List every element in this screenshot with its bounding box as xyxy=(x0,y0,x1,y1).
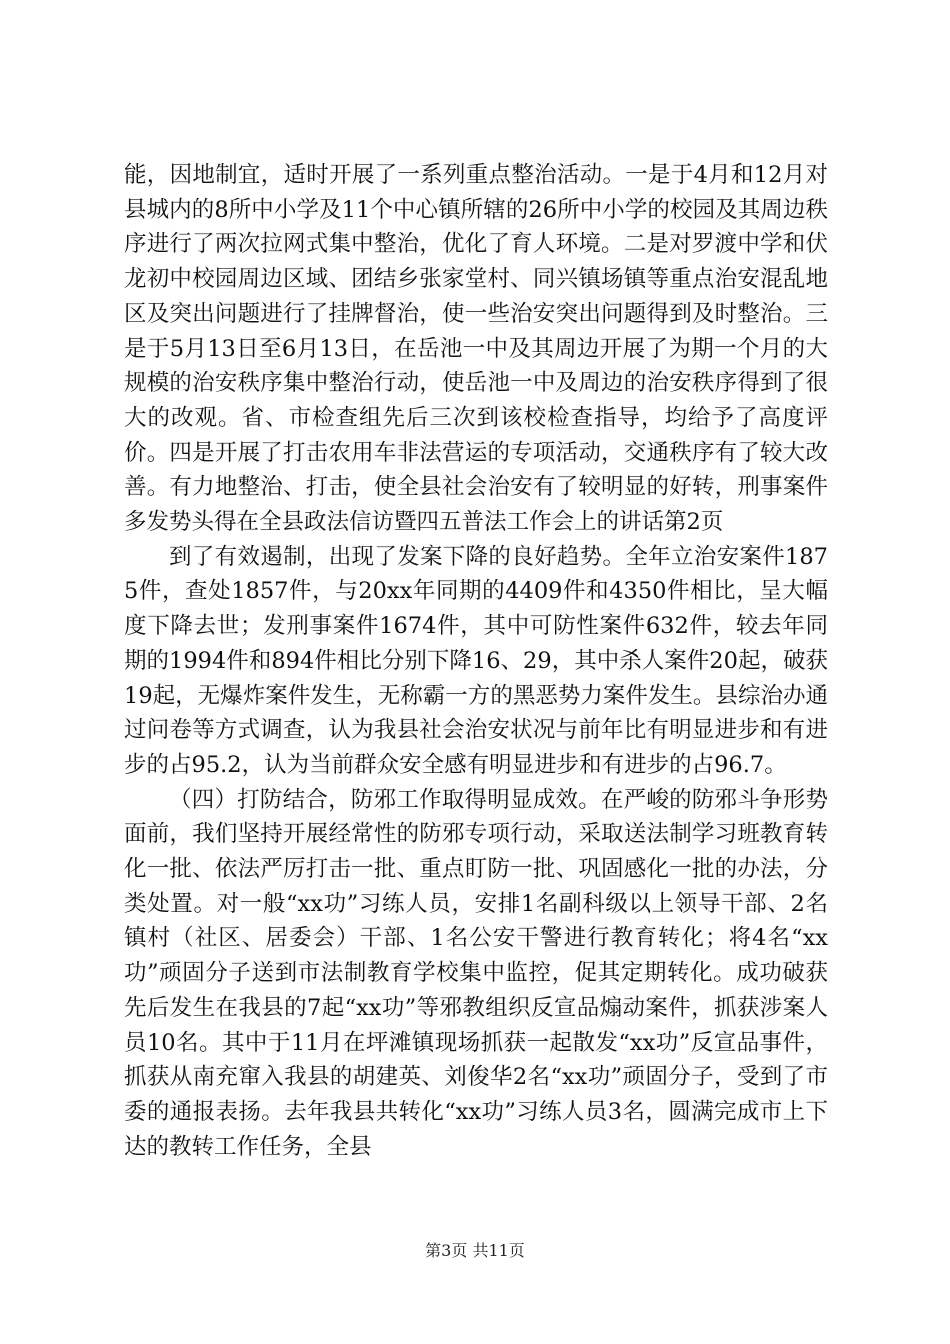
document-body xyxy=(124,158,828,1164)
page-footer: 第3页 共11页 xyxy=(425,1241,525,1260)
paragraph-continuation: 能，因地制宜，适时开展了一系列重点整治活动。一是于4月和12月对县城内的8所中小学及11个中心镇所辖的26所中小学的校园及其周边秩序进行了两次拉网式集中整治，优化了育人环境。二是对罗渡中学和伏龙初中校园周边区域、团结乡张家堂村、同兴镇场镇等重点治安混乱地区及突出问题进行了挂牌督治，使一些治安突出问题得到及时整治。三是于5月13日至6月13日，在岳池一中及其周边开展了为期一个月的大规模的治安秩序集中整治行动，使岳池一中及周边的治安秩序得到了很大的改观。省、市检查组先后三次到该校检查指导，均给予了高度评价。四是开展了打击农用车非法营运的专项活动，交通秩序有了较大改善。有力地整治、打击，使全县社会治安有了较明显的好转，刑事案件多发势头得在全县政法信访暨四五普法工作会上的讲话第2页 xyxy=(124,162,828,536)
paragraph-case-statistics: 到了有效遏制，出现了发案下降的良好趋势。全年立治安案件1875件，查处1857件，与20xx年同期的4409件和4350件相比，呈大幅度下降去世；发刑事案件1674件，其中可防性案件632件，较去年同期的1994件和894件相比分别下降16、29，其中杀人案件20起，破获19起，无爆炸案件发生，无称霸一方的黑恶势力案件发生。县综治办通过问卷等方式调查，认为我县社会治安状况与前年比有明显进步和有进步的占95.2，认为当前群众安全感有明显进步和有进步的占96.7。 xyxy=(124,543,828,778)
paragraph-section-four: （四）打防结合，防邪工作取得明显成效。在严峻的防邪斗争形势面前，我们坚持开展经常性的防邪专项行动，采取送法制学习班教育转化一批、依法严厉打击一批、重点盯防一批、巩固感化一批的办法，分类处置。对一般“xx功”习练人员，安排1名副科级以上领导干部、2名镇村（社区、居委会）干部、1名公安干警进行教育转化；将4名“xx功”顽固分子送到市法制教育学校集中监控，促其定期转化。成功破获先后发生在我县的7起“xx功”等邪教组织反宣品煽动案件，抓获涉案人员10名。其中于11月在坪滩镇现场抓获一起散发“xx功”反宣品事件，抓获从南充窜入我县的胡建英、刘俊华2名“xx功”顽固分子，受到了市委的通报表扬。去年我县共转化“xx功”习练人员3名，圆满完成市上下达的教转工作任务，全县 xyxy=(124,786,828,1160)
